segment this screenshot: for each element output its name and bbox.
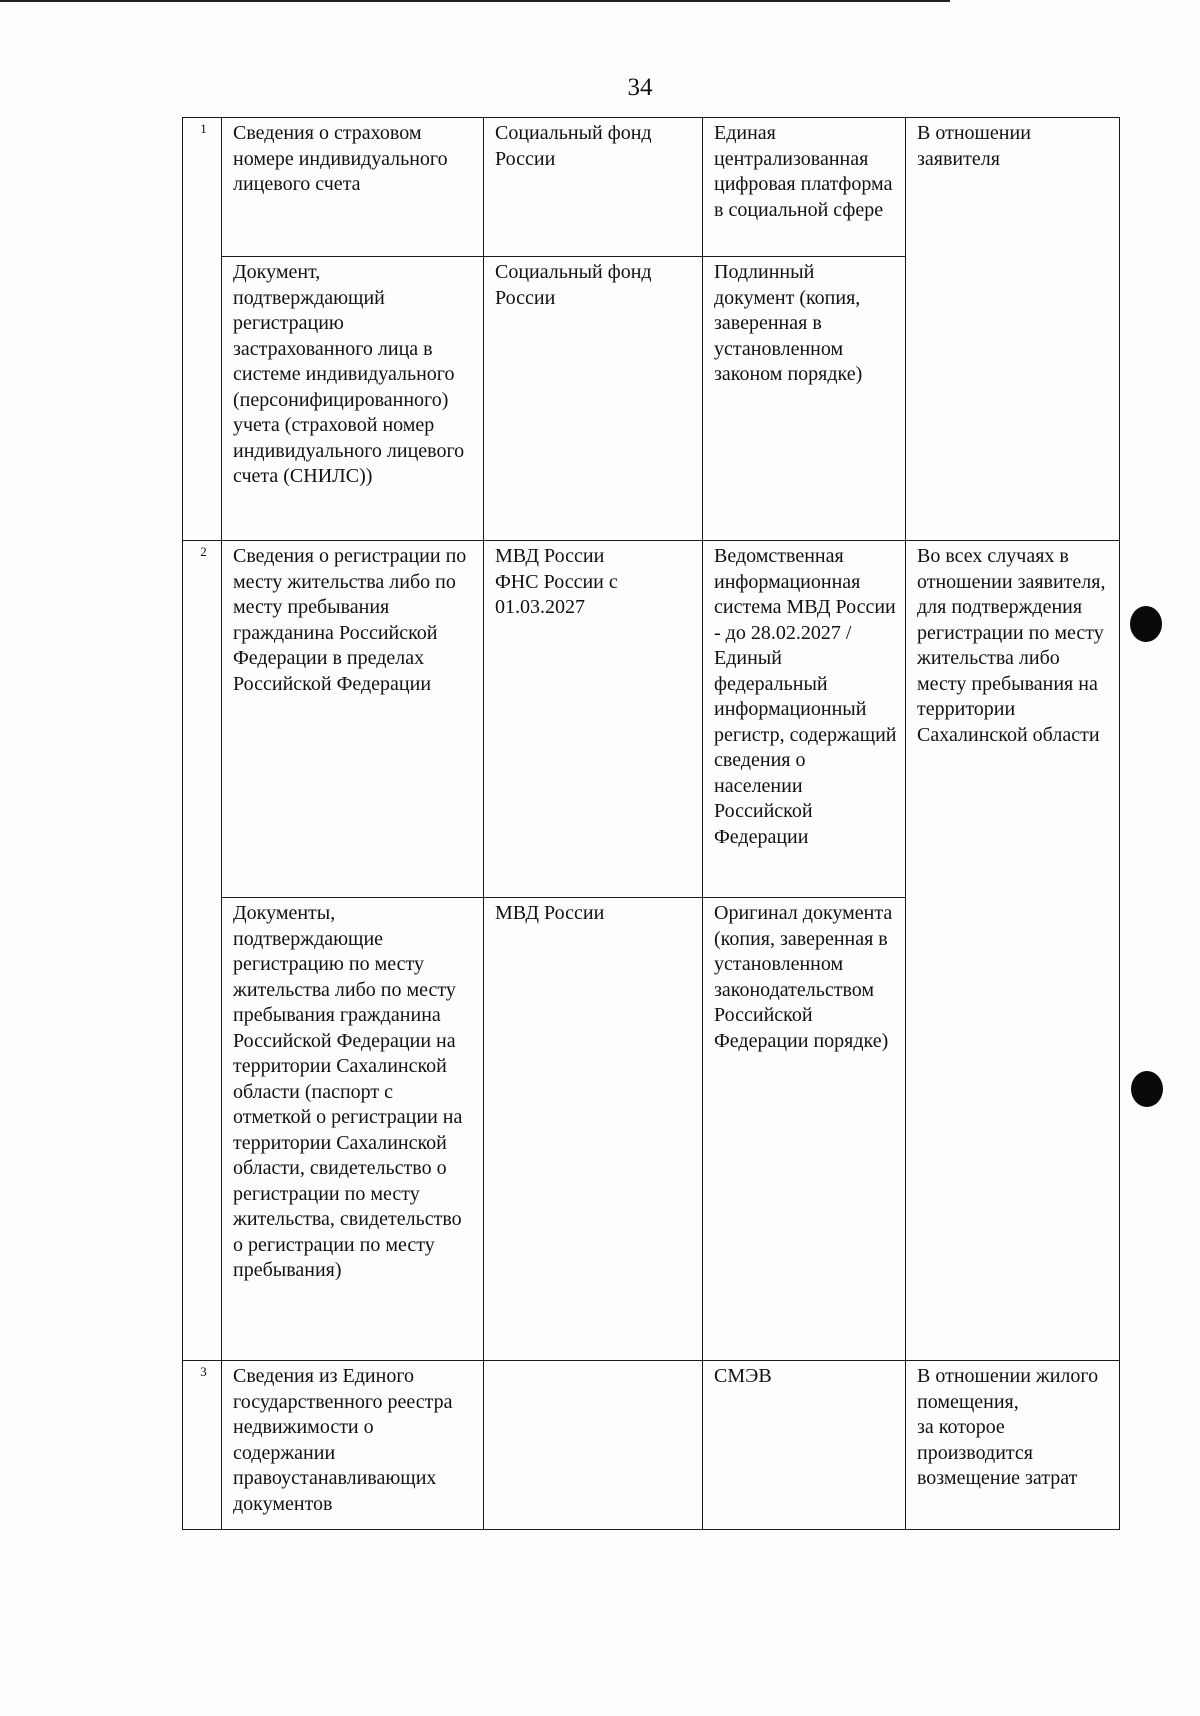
info-cell: Документы, подтверждающие регистрацию по месту жительства либо по месту пребывания гражданина Российской Федерации на территории Сахалинской области (паспорт с отметкой о регистрации на территории Сахалинской области, свидетельство о регистрации по месту жительства, свидетельство о регистрации по месту пребывания) — [222, 898, 484, 1361]
source-cell — [484, 1361, 703, 1530]
table-row — [183, 541, 1120, 898]
system-cell: СМЭВ — [703, 1361, 906, 1530]
punch-hole-mark — [1131, 1071, 1163, 1107]
row-number: 3 — [183, 1361, 222, 1530]
table-row — [183, 118, 1120, 257]
info-cell: Сведения из Единого государственного реестра недвижимости о содержании правоустанавливающих документов — [222, 1361, 484, 1530]
system-cell: Оригинал документа (копия, заверенная в установленном законодательством Российской Федерации порядке) — [703, 898, 906, 1361]
source-cell: МВД России ФНС России с 01.03.2027 — [484, 541, 703, 898]
system-cell: Подлинный документ (копия, заверенная в установленном законом порядке) — [703, 257, 906, 541]
system-cell: Единая централизованная цифровая платформа в социальной сфере — [703, 118, 906, 257]
top-border-line — [0, 0, 950, 2]
condition-cell: Во всех случаях в отношении заявителя, для подтверждения регистрации по месту жительства либо месту пребывания на территории Сахалинской области — [906, 541, 1120, 1361]
system-cell: Ведомственная информационная система МВД России - до 28.02.2027 /Единый федеральный информационный регистр, содержащий сведения о населении Российской Федерации — [703, 541, 906, 898]
source-cell: МВД России — [484, 898, 703, 1361]
source-cell: Социальный фонд России — [484, 118, 703, 257]
info-cell: Сведения о регистрации по месту жительства либо по месту пребывания гражданина Российской Федерации в пределах Российской Федерации — [222, 541, 484, 898]
condition-cell: В отношении заявителя — [906, 118, 1120, 541]
page-number: 34 — [627, 74, 653, 101]
info-cell: Документ, подтверждающий регистрацию застрахованного лица в системе индивидуального (персонифицированного) учета (страховой номер индивидуального лицевого счета (СНИЛС)) — [222, 257, 484, 541]
info-cell: Сведения о страховом номере индивидуального лицевого счета — [222, 118, 484, 257]
row-number: 2 — [183, 541, 222, 1361]
punch-hole-mark — [1130, 606, 1162, 642]
document-table — [182, 117, 1120, 1530]
row-number: 1 — [183, 118, 222, 541]
table-row — [183, 1361, 1120, 1530]
source-cell: Социальный фонд России — [484, 257, 703, 541]
condition-cell: В отношении жилого помещения, за которое производится возмещение затрат — [906, 1361, 1120, 1530]
